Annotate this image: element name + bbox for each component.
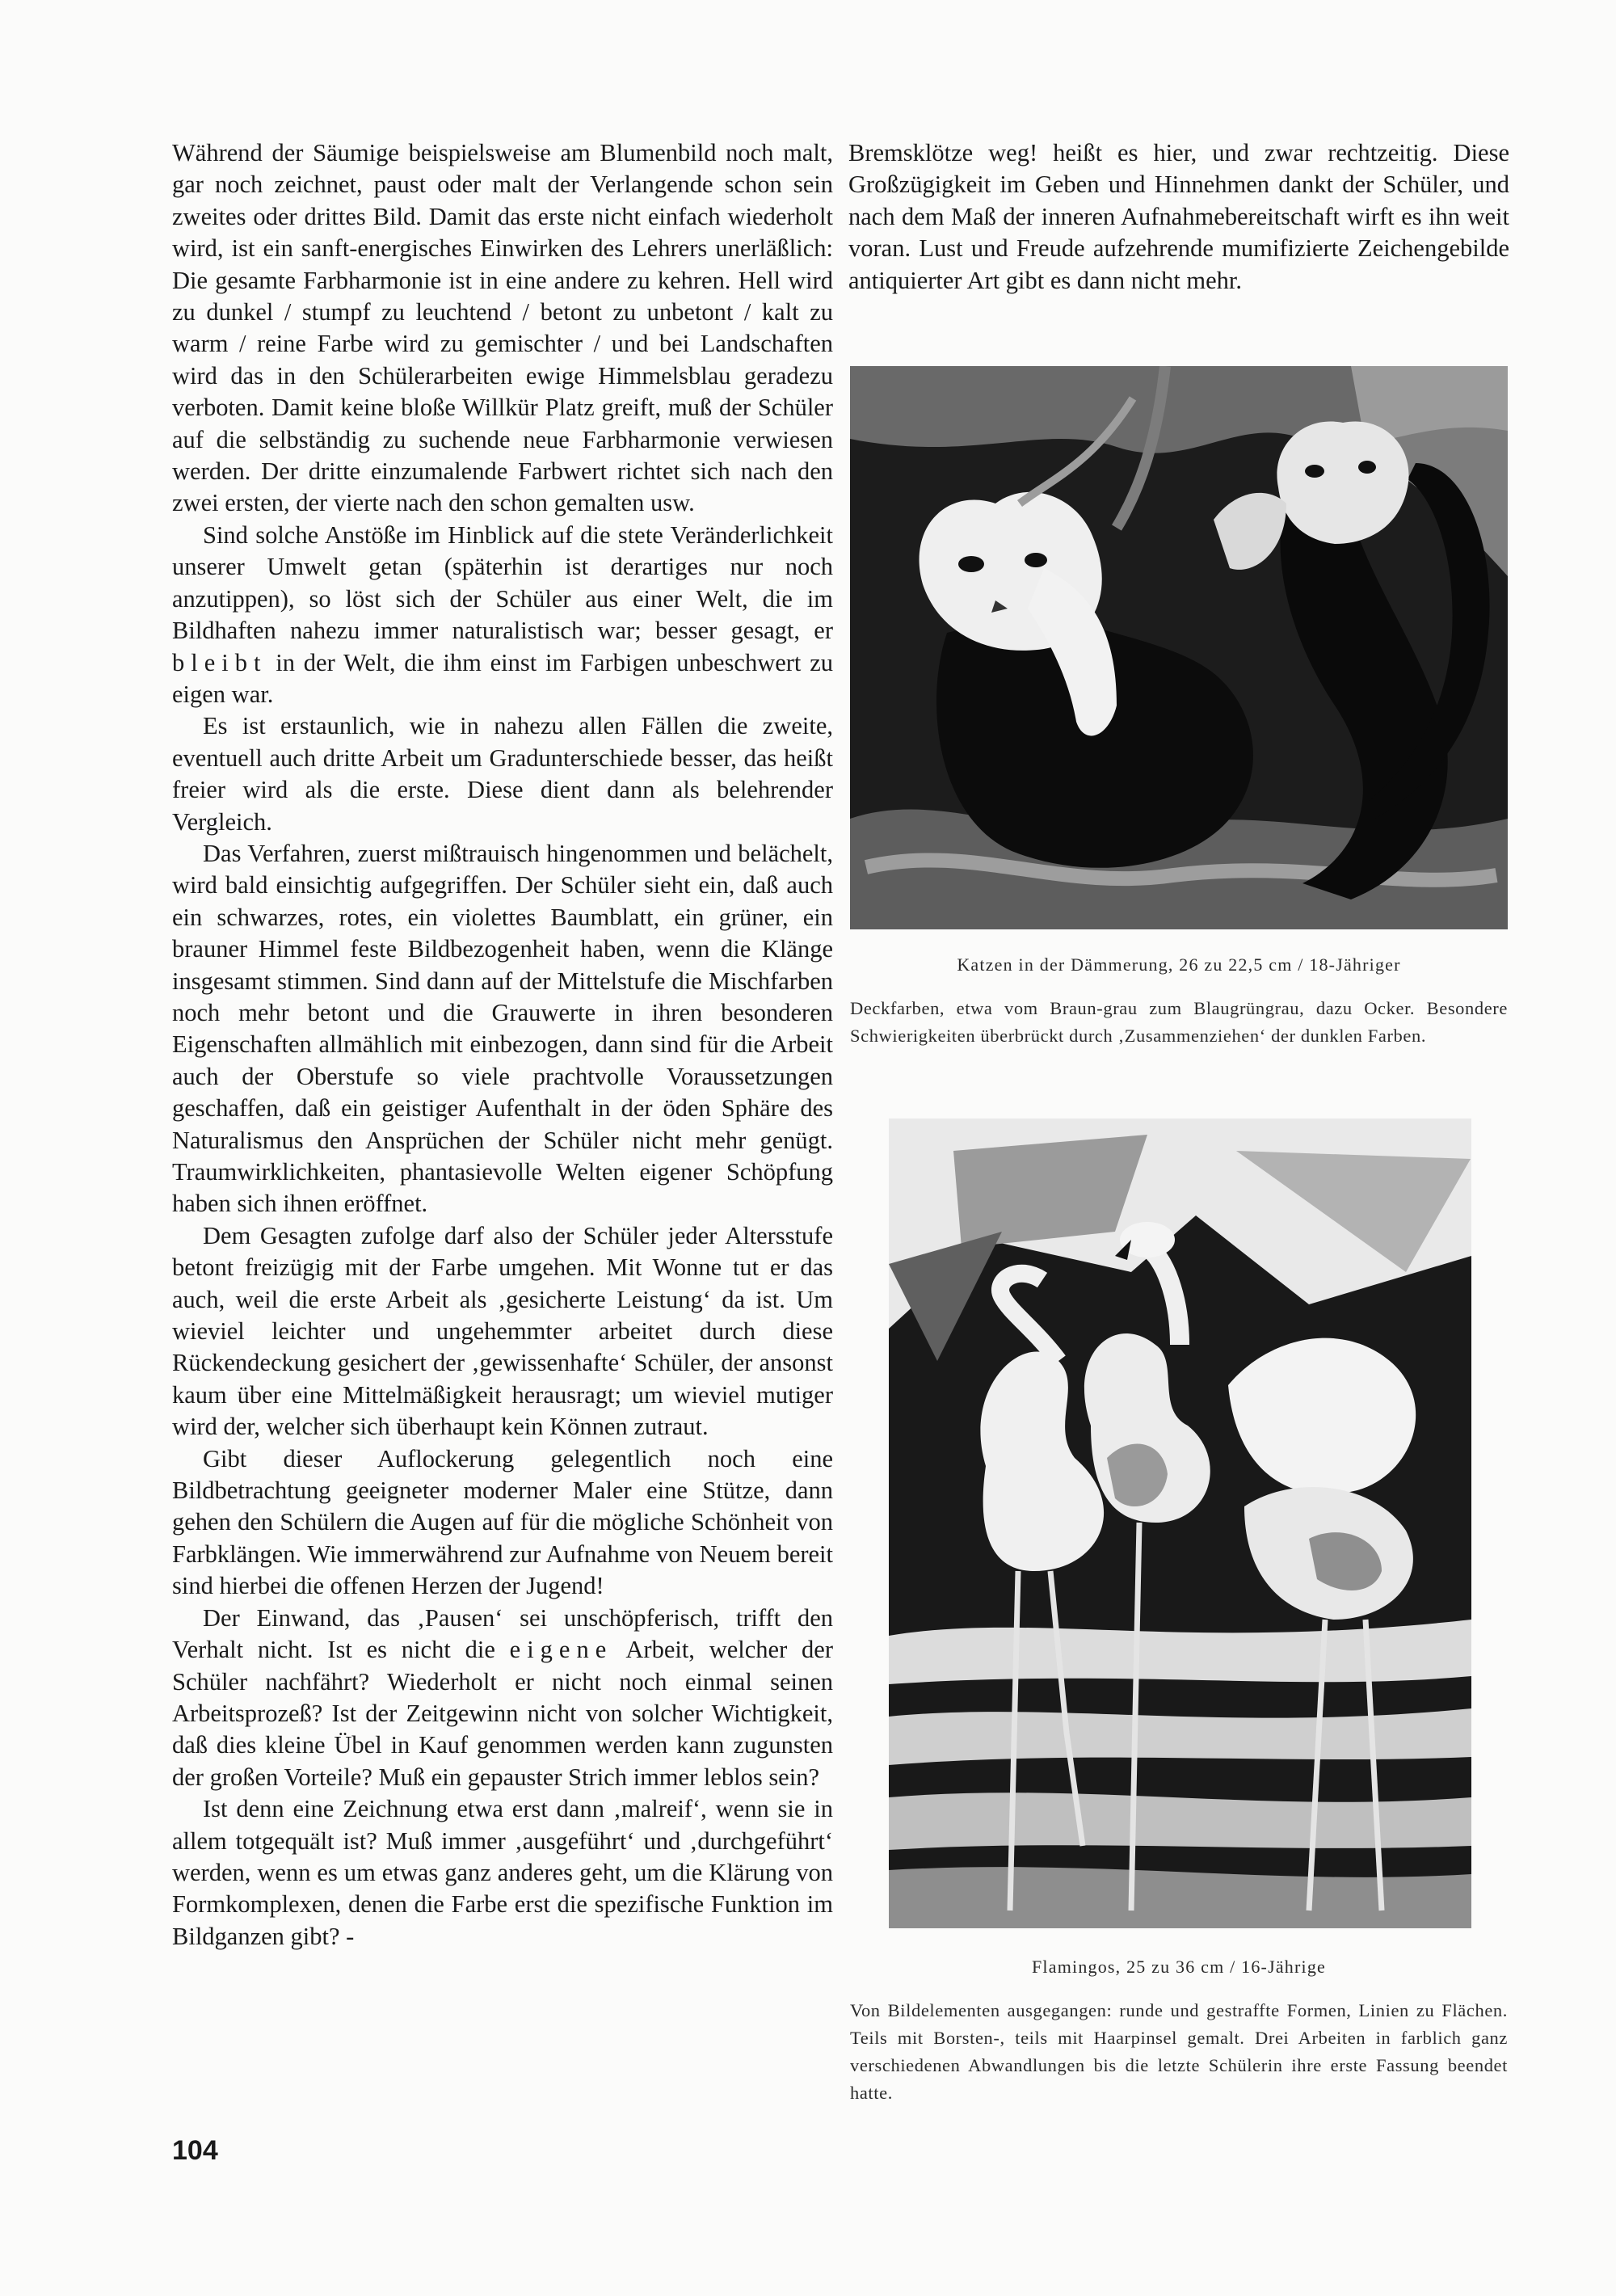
left-text-column <box>172 137 833 1953</box>
figure-title: Flamingos, 25 zu 36 cm / 16-Jährige <box>1031 1957 1326 1977</box>
paragraph: Dem Gesagten zufolge darf also der Schüler jeder Altersstufe betont freizügig mit der Farbe umgehen. Mit Wonne tut er das auch, weil die erste Arbeit als ‚gesicherte Leistung‘ da ist. Um wieviel leichter und ungehemmter arbeitet durch diese Rückendeckung gesichert der ‚gewissenhafte‘ Schüler, der ansonst kaum über eine Mittelmäßigkeit herausragt; um wieviel mutiger wird der, welcher sich überhaupt kein Können zutraut. <box>172 1221 833 1441</box>
paragraph-text: Sind solche Anstöße im Hinblick auf die stete Veränderlichkeit unserer Umwelt getan (späterhin ist derartiges nur noch anzutippen), so löst sich der Schüler aus einer Welt, die im Bildhaften nahezu immer naturalistisch war; besser gesagt, er <box>172 520 833 645</box>
paragraph: Das Verfahren, zuerst mißtrauisch hingenommen und belächelt, wird bald einsichtig aufgegriffen. Der Schüler sieht ein, daß auch ein schwarzes, rotes, ein violettes Baumblatt, ein grüner, ein brauner Himmel feste Bildbezogenheit haben, wenn die Klänge insgesamt stimmen. Sind dann auf der Mittelstufe die Mischfarben noch mehr betont und die Grauwerte in ihren besonderen Eigenschaften allmählich mit einbezogen, dann sind für die Arbeit auch der Oberstufe so viele prachtvolle Voraussetzungen geschaffen, daß ein geistiger Aufenthalt in der öden Sphäre des Naturalismus den Ansprüchen der Schüler nicht mehr genügt. Traumwirklichkeiten, phantasievolle Welten eigener Schöpfung haben sich ihnen eröffnet. <box>172 839 833 1218</box>
flamingos-illustration <box>889 1119 1471 1928</box>
cats-illustration <box>850 366 1508 929</box>
figure-title: Katzen in der Dämmerung, 26 zu 22,5 cm / 18-Jähriger <box>957 954 1401 975</box>
paragraph: Bremsklötze weg! heißt es hier, und zwar rechtzeitig. Diese Großzügigkeit im Geben und Hinnehmen dankt der Schüler, und nach dem Maß der inneren Aufnahmebereitschaft wirft es ihn weit voran. Lust und Freude aufzehrende mumifizierte Zeichengebilde antiquierter Art gibt es dann nicht mehr. <box>848 139 1509 294</box>
paragraph: Es ist erstaunlich, wie in nahezu allen Fällen die zweite, eventuell auch dritte Arbeit um Gradunterschiede besser, das heißt freier wird als die erste. Diese dient dann als belehrender Vergleich. <box>172 712 833 836</box>
emphasized-word: bleibt <box>172 648 267 676</box>
paragraph-text: in der Welt, die ihm einst im Farbigen unbeschwert zu eigen war. <box>172 648 833 708</box>
paragraph-text: Der Einwand, das ‚Pausen‘ sei unschöpferisch, trifft den Verhalt nicht. Ist es nicht die <box>172 1603 833 1664</box>
flamingos-painting-image <box>889 1119 1471 1928</box>
page-number: 104 <box>172 2135 218 2166</box>
paragraph: Gibt dieser Auflockerung gelegentlich noch eine Bildbetrachtung geeigneter moderner Maler eine Stütze, dann gehen den Schülern die Augen auf für die mögliche Schönheit von Farbklängen. Wie immerwährend zur Aufnahme von Neuem bereit sind hierbei die offenen Herzen der Jugend! <box>172 1444 833 1600</box>
right-text-column <box>848 137 1509 297</box>
paragraph <box>172 1603 833 1793</box>
cats-painting-image <box>850 366 1508 929</box>
paragraph: Ist denn eine Zeichnung etwa erst dann ‚malreif‘, wenn sie in allem totgequält ist? Muß immer ‚ausgeführt‘ und ‚durchgeführt‘ werden, wenn es um etwas ganz anderes geht, um die Klärung von Formkomplexen, denen die Farbe erst die spezifische Funktion im Bildganzen gibt? - <box>172 1795 833 1950</box>
paragraph-text: Arbeit, welcher der Schüler nachfährt? Wiederholt er nicht noch einmal seinen Arbeitsprozeß? Ist der Zeitgewinn nicht von solcher Wichtigkeit, daß dies kleine Übel in Kauf genommen werden kann zugunsten der großen Vorteile? Muß ein gepauster Strich immer leblos sein? <box>172 1636 834 1791</box>
figure-caption: Deckfarben, etwa vom Braun-grau zum Blaugrüngrau, dazu Ocker. Besondere Schwierigkeiten überbrückt durch ‚Zusammenziehen‘ der dunklen Farben. <box>850 998 1508 1046</box>
figure-caption: Von Bildelementen ausgegangen: runde und gestraffte Formen, Linien zu Flächen. Teils mit Borsten-, teils mit Haarpinsel gemalt. Drei Arbeiten in farblich ganz verschiedenen Abwandlungen bis die letzte Schülerin ihre erste Fassung beendet hatte. <box>850 2000 1508 2103</box>
paragraph: Während der Säumige beispielsweise am Blumenbild noch malt, gar noch zeichnet, paust oder malt der Verlangende schon sein zweites oder drittes Bild. Damit das erste nicht einfach wiederholt wird, ist ein sanft-energisches Einwirken des Lehrers unerläßlich: Die gesamte Farbharmonie ist in eine andere zu kehren. Hell wird zu dunkel / stumpf zu leuchtend / betont zu unbetont / kalt zu warm / reine Farbe wird zu gemischter / und bei Landschaften wird das in den Schülerarbeiten ewige Himmelsblau geradezu verboten. Damit keine bloße Willkür Platz greift, muß der Schüler auf die selbständig zu suchende neue Farbharmonie verwiesen werden. Der dritte einzumalende Farbwert richtet sich nach den zwei ersten, der vierte nach den schon gemalten usw. <box>172 139 833 517</box>
emphasized-word: eigene <box>509 1636 613 1664</box>
paragraph <box>172 520 833 710</box>
